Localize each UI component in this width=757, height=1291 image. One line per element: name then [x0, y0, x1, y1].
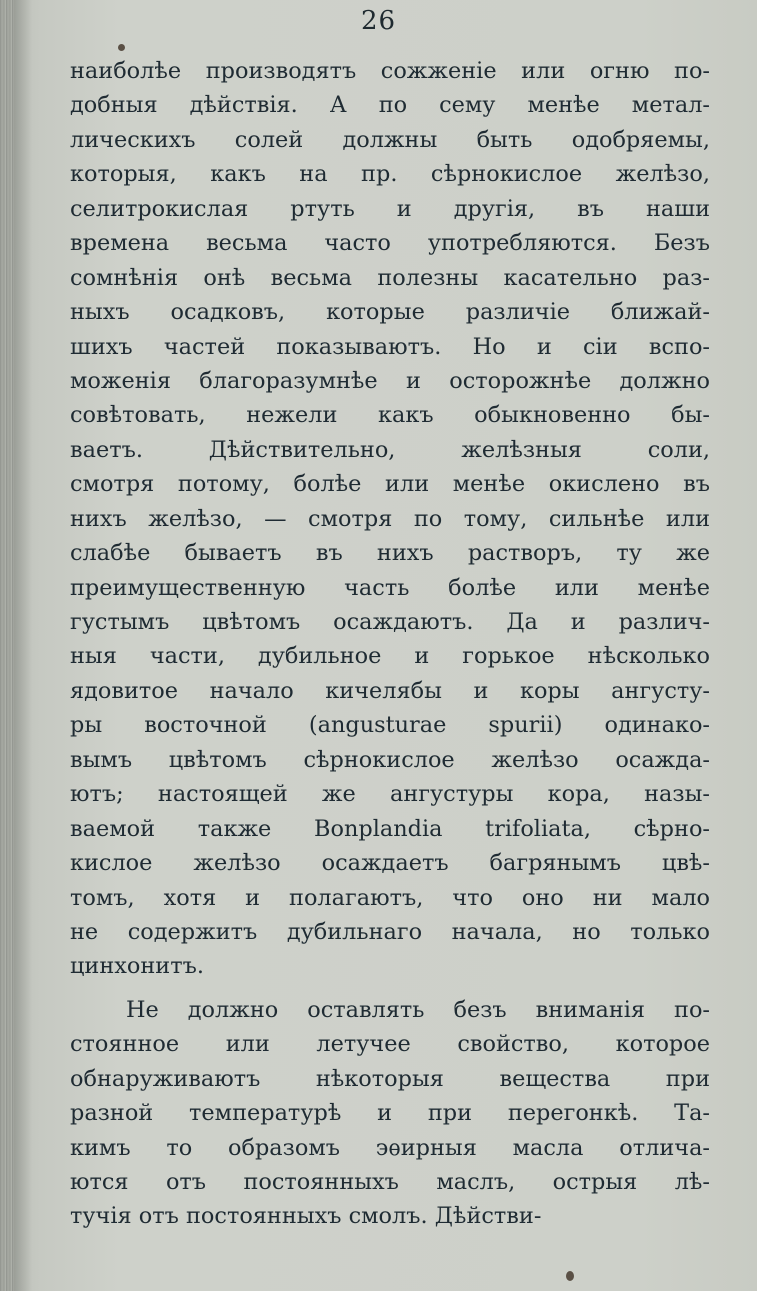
text-line: кимъ то образомъ эѳирныя масла отлича-	[70, 1134, 710, 1161]
text-line: слабѣе бываетъ въ нихъ растворъ, ту же	[70, 540, 710, 567]
text-line: преимущественную часть болѣе или менѣе	[70, 574, 710, 601]
text-line: добныя дѣйствія. А по сему менѣе метал-	[70, 92, 710, 119]
text-line: шихъ частей показываютъ. Но и сіи вспо-	[70, 333, 710, 360]
text-line: кислое желѣзо осаждаетъ багрянымъ цвѣ-	[70, 850, 710, 877]
text-line: совѣтовать, нежели какъ обыкновенно бы-	[70, 402, 710, 429]
text-line: ядовитое начало кичелябы и коры ангусту-	[70, 677, 710, 704]
text-line: ваетъ. Дѣйствительно, желѣзныя соли,	[70, 436, 710, 463]
text-line: цинхонитъ.	[70, 953, 204, 980]
text-line: ры восточной (angusturae spurii) одинако-	[70, 712, 710, 739]
ink-speck	[118, 44, 125, 51]
body-text	[70, 54, 710, 1234]
text-line: разной температурѣ и при перегонкѣ. Та-	[70, 1100, 710, 1127]
text-line: не содержитъ дубильнаго начала, но только	[70, 918, 710, 945]
text-line: Не должно оставлять безъ вниманія по-	[126, 996, 710, 1023]
text-line: которыя, какъ на пр. сѣрнокислое желѣзо,	[70, 161, 710, 188]
text-line: ются отъ постоянныхъ маслъ, острыя лѣ-	[70, 1169, 710, 1195]
page-binding	[0, 0, 14, 1291]
text-line: времена весьма часто употребляются. Безъ	[70, 230, 710, 257]
text-line: наиболѣе производятъ сожженіе или огню по-	[70, 58, 710, 84]
text-line: смотря потому, болѣе или менѣе окислено въ	[70, 471, 710, 498]
paragraph-gap	[70, 984, 710, 993]
text-line: ныхъ осадковъ, которые различіе ближай-	[70, 299, 710, 326]
text-line: селитрокислая ртуть и другія, въ наши	[70, 195, 710, 222]
page-number: 26	[360, 6, 397, 36]
text-line: томъ, хотя и полагаютъ, что оно ни мало	[70, 884, 710, 911]
text-line: лическихъ солей должны быть одобряемы,	[70, 126, 710, 153]
text-line: ютъ; настоящей же ангустуры кора, назы-	[70, 781, 710, 808]
text-line: ныя части, дубильное и горькое нѣсколько	[70, 643, 710, 670]
text-line: обнаруживаютъ нѣкоторыя вещества при	[70, 1065, 710, 1092]
text-line: ваемой также Bonplandia trifoliata, сѣрно-	[70, 815, 710, 842]
text-line: нихъ желѣзо, — смотря по тому, сильнѣе или	[70, 505, 710, 532]
text-line: вымъ цвѣтомъ сѣрнокислое желѣзо осажда-	[70, 746, 710, 773]
ink-speck	[566, 1271, 574, 1281]
binding-shadow	[14, 0, 32, 1291]
text-line: стоянное или летучее свойство, которое	[70, 1031, 710, 1058]
text-line: тучія отъ постоянныхъ смолъ. Дѣйстви-	[70, 1203, 542, 1230]
text-line: густымъ цвѣтомъ осаждаютъ. Да и различ-	[70, 609, 710, 635]
text-line: сомнѣнія онѣ весьма полезны касательно раз-	[70, 264, 710, 291]
text-line: моженія благоразумнѣе и осторожнѣе должно	[70, 367, 710, 394]
